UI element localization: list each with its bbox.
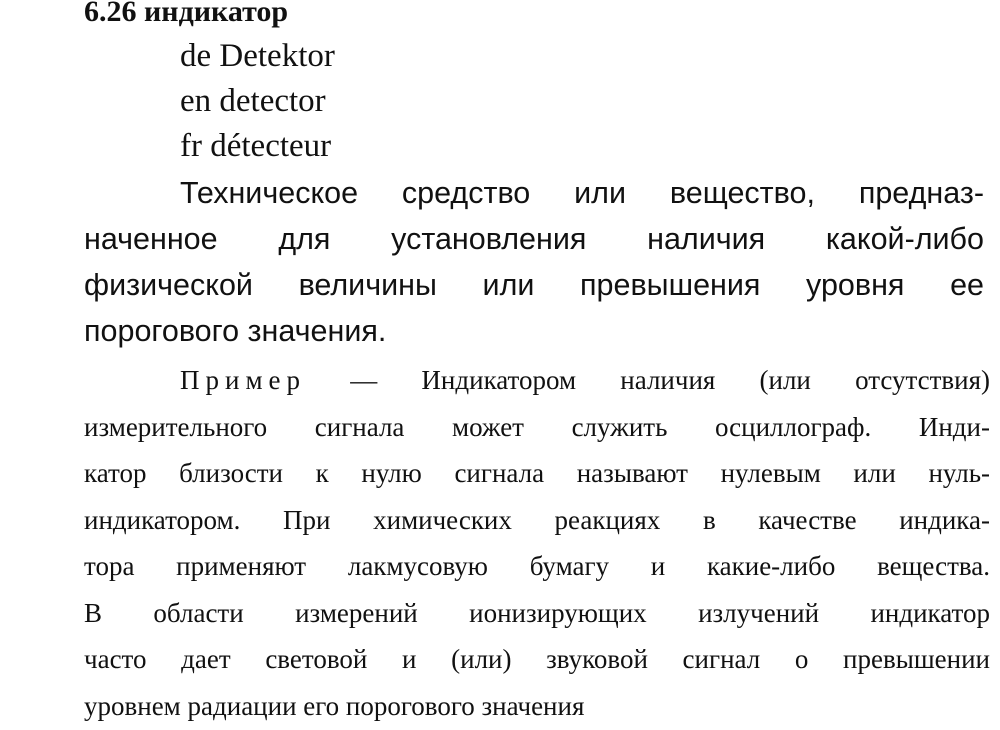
definition-line: физической величины или превышения уровня ее <box>84 268 984 302</box>
note-line: уровнем радиации его порогового значения <box>84 690 585 721</box>
definition-line: Техническое средство или вещество, предназ- <box>180 176 984 210</box>
example-label: Пример <box>180 365 307 395</box>
definition-paragraph <box>84 170 984 354</box>
note-line <box>84 357 990 404</box>
equivalent-english: en detector <box>180 83 326 119</box>
definition-line: наченное для установления наличия какой-либо <box>84 222 984 256</box>
term-heading: 6.26 индикатор <box>84 0 289 28</box>
equivalent-french: fr détecteur <box>180 128 332 164</box>
equivalent-german: de Detektor <box>180 38 335 74</box>
note-first-line-text: — Индикатором наличия (или отсутствия) <box>306 365 990 395</box>
note-line: тора применяют лакмусовую бумагу и какие-либо вещества. <box>84 551 990 581</box>
note-line: часто дает световой и (или) звуковой сигнал о превышении <box>84 644 990 674</box>
note-line: В области измерений ионизирующих излучений индикатор <box>84 597 990 628</box>
definition-line: порогового значения. <box>84 314 387 348</box>
example-note <box>84 357 990 729</box>
note-line: измерительного сигнала может служить осциллограф. Инди- <box>84 411 990 442</box>
note-line: катор близости к нулю сигнала называют нулевым или нуль- <box>84 458 990 488</box>
note-line: индикатором. При химических реакциях в качестве индика- <box>84 504 990 535</box>
